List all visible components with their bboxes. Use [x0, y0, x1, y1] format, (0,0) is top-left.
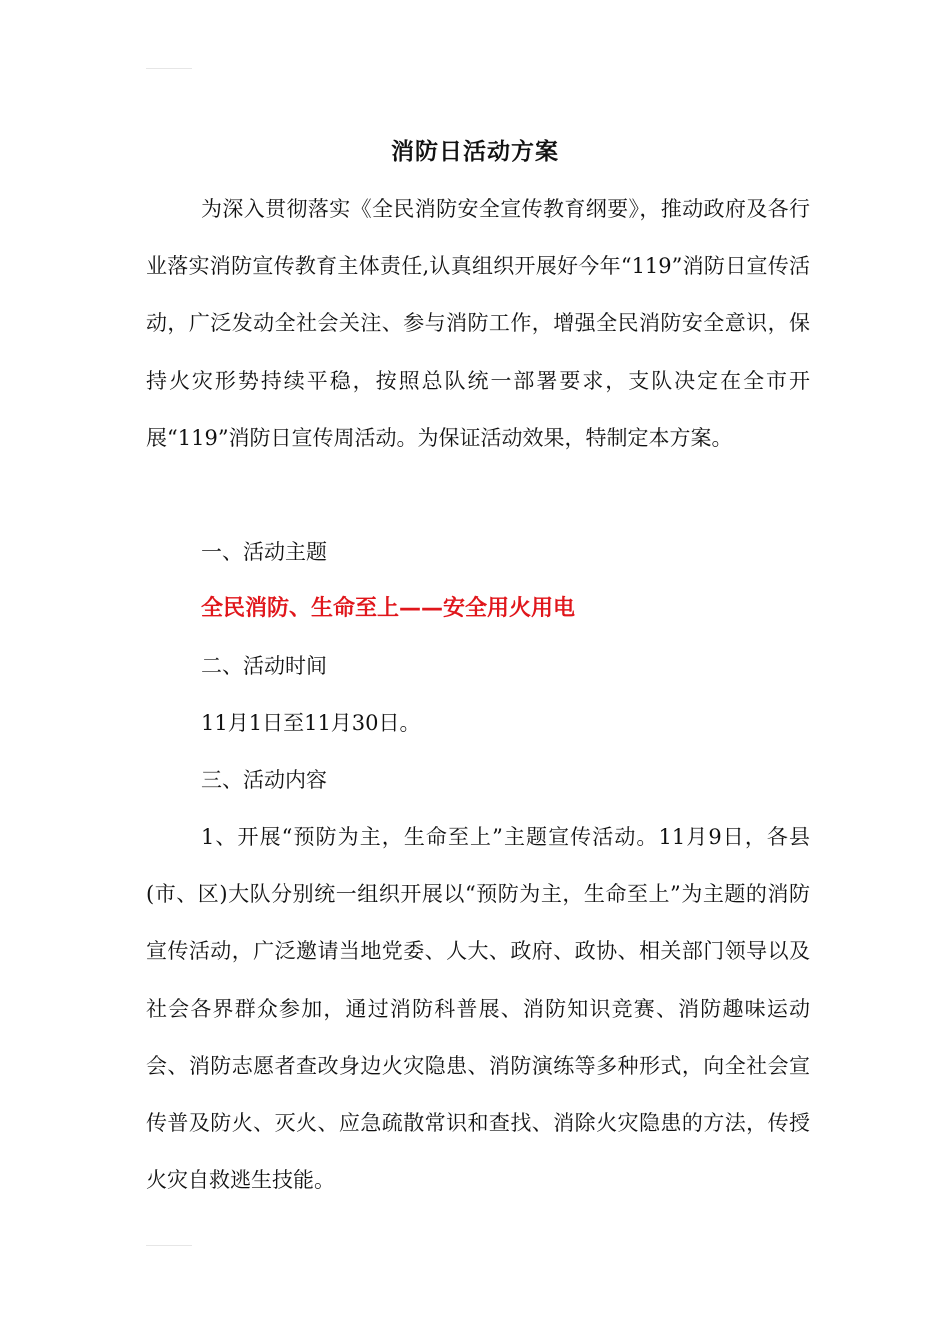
section1-heading: 一、活动主题 [201, 540, 327, 564]
activity-time: 11月1日至11月30日。 [201, 711, 421, 735]
intro-paragraph: 为深入贯彻落实《全民消防安全宣传教育纲要》，推动政府及各行业落实消防宣传教育主体责任,认真组织开展好今年“119”消防日宣传活动，广泛发动全社会关注、参与消防工作，增强全民消防安全意识，保持火灾形势持续平稳，按照总队统一部署要求，支队决定在全市开展“119”消防日宣传周活动。为保证活动效果，特制定本方案。 [146, 197, 810, 450]
content-item-1: 1、开展“预防为主，生命至上”主题宣传活动。11月9日，各县(市、区)大队分别统一组织开展以“预防为主，生命至上”为主题的消防宣传活动，广泛邀请当地党委、人大、政府、政协、相关部门领导以及社会各界群众参加，通过消防科普展、消防知识竞赛、消防趣味运动会、消防志愿者查改身边火灾隐患、消防演练等多种形式，向全社会宣传普及防火、灭火、应急疏散常识和查找、消除火灾隐患的方法，传授火灾自救逃生技能。 [146, 825, 810, 1193]
corner-mark-top [146, 68, 192, 69]
section2-heading: 二、活动时间 [201, 654, 327, 678]
section3-heading: 三、活动内容 [201, 768, 327, 792]
theme-slogan: 全民消防、生命至上——安全用火用电 [201, 596, 576, 621]
corner-mark-bottom [146, 1245, 192, 1246]
document-title: 消防日活动方案 [391, 139, 559, 165]
